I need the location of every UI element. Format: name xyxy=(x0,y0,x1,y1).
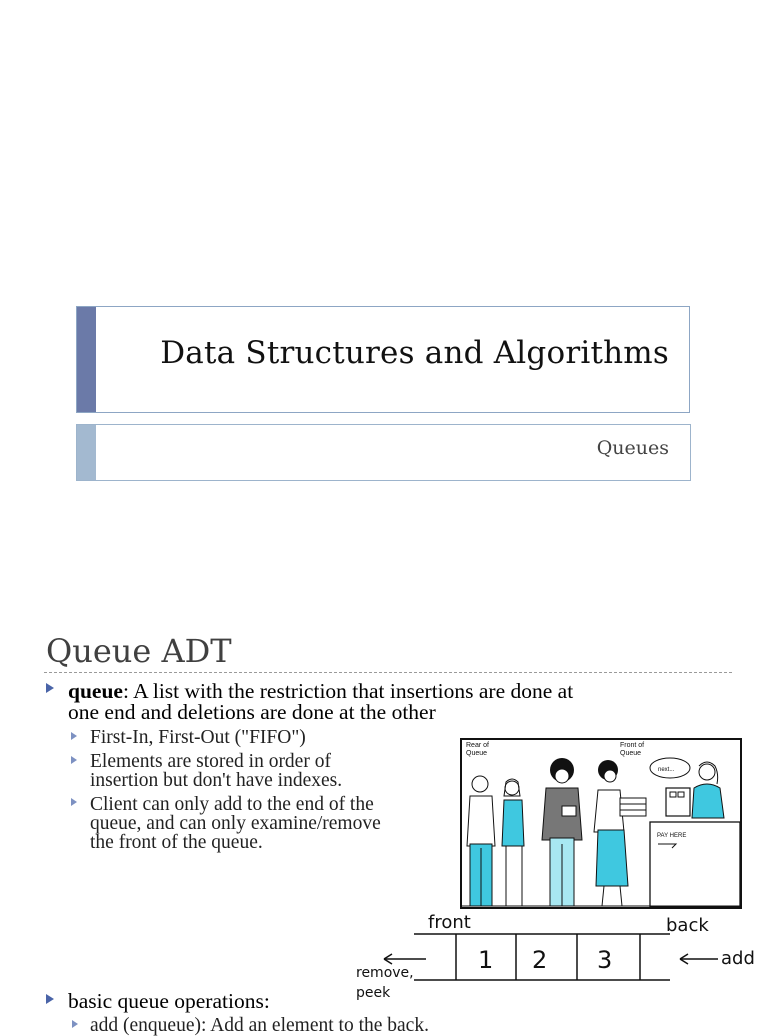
queue-adt-slide xyxy=(0,576,768,1036)
sub-bullet-add-partial: add (enqueue): Add an element to the back. xyxy=(90,1015,429,1036)
sub-bullet-arrow-icon xyxy=(71,732,77,740)
sub-bullet-client xyxy=(90,795,381,852)
bullet-arrow-icon xyxy=(46,994,54,1004)
remove-label: remove, xyxy=(356,965,414,981)
slide-subtitle: Queues xyxy=(596,437,669,459)
queue-cell-3: 3 xyxy=(597,946,613,974)
bullet-queue xyxy=(68,681,748,723)
queue-people-drawing xyxy=(462,740,740,907)
sub-bullet-fifo-line1: First-In, First-Out ("FIFO") xyxy=(90,727,306,748)
bullet-arrow-icon xyxy=(46,683,54,693)
queue-cell-2: 2 xyxy=(532,946,548,974)
bullet-queue-text-line1: : A list with the restriction that insertions are done at xyxy=(122,679,574,703)
sub-bullet-fifo xyxy=(90,728,306,747)
sub-bullet-client-line1: Client can only add to the end of the xyxy=(90,794,374,815)
subtitle-accent-bar xyxy=(77,425,96,480)
front-label: front xyxy=(428,912,471,933)
sub-bullet-order-line1: Elements are stored in order of xyxy=(90,751,331,772)
add-label: add xyxy=(721,948,755,969)
sub-bullet-arrow-icon xyxy=(71,798,77,806)
sub-bullet-arrow-icon xyxy=(71,756,77,764)
front-of-queue-label: Front of Queue xyxy=(620,742,645,757)
sub-bullet-arrow-icon xyxy=(72,1020,78,1028)
sub-bullet-client-line2: queue, and can only examine/remove xyxy=(90,813,381,834)
pay-here-sign: PAY HERE xyxy=(657,833,687,839)
subtitle-box xyxy=(76,424,691,481)
bullet-queue-text-line2: one end and deletions are done at the other xyxy=(68,700,436,724)
back-label: back xyxy=(666,915,709,936)
queue-illustration xyxy=(460,738,742,909)
sub-bullet-order-line2: insertion but don't have indexes. xyxy=(90,770,343,791)
bullet-queue-term: queue xyxy=(68,679,123,703)
queue-cell-1: 1 xyxy=(478,946,494,974)
sub-bullet-order xyxy=(90,752,342,790)
peek-label: peek xyxy=(356,985,391,1001)
slide-title: Data Structures and Algorithms xyxy=(160,335,669,371)
heading-divider xyxy=(44,672,732,673)
title-box xyxy=(76,306,690,413)
rear-of-queue-label: Rear of Queue xyxy=(466,742,489,757)
queue-diagram xyxy=(340,902,768,1024)
speech-bubble-text: next... xyxy=(658,767,675,773)
sub-bullet-client-line3: the front of the queue. xyxy=(90,832,263,853)
bullet-basic-ops: basic queue operations: xyxy=(68,989,270,1013)
slide-heading: Queue ADT xyxy=(46,632,232,670)
title-accent-bar xyxy=(77,307,96,412)
